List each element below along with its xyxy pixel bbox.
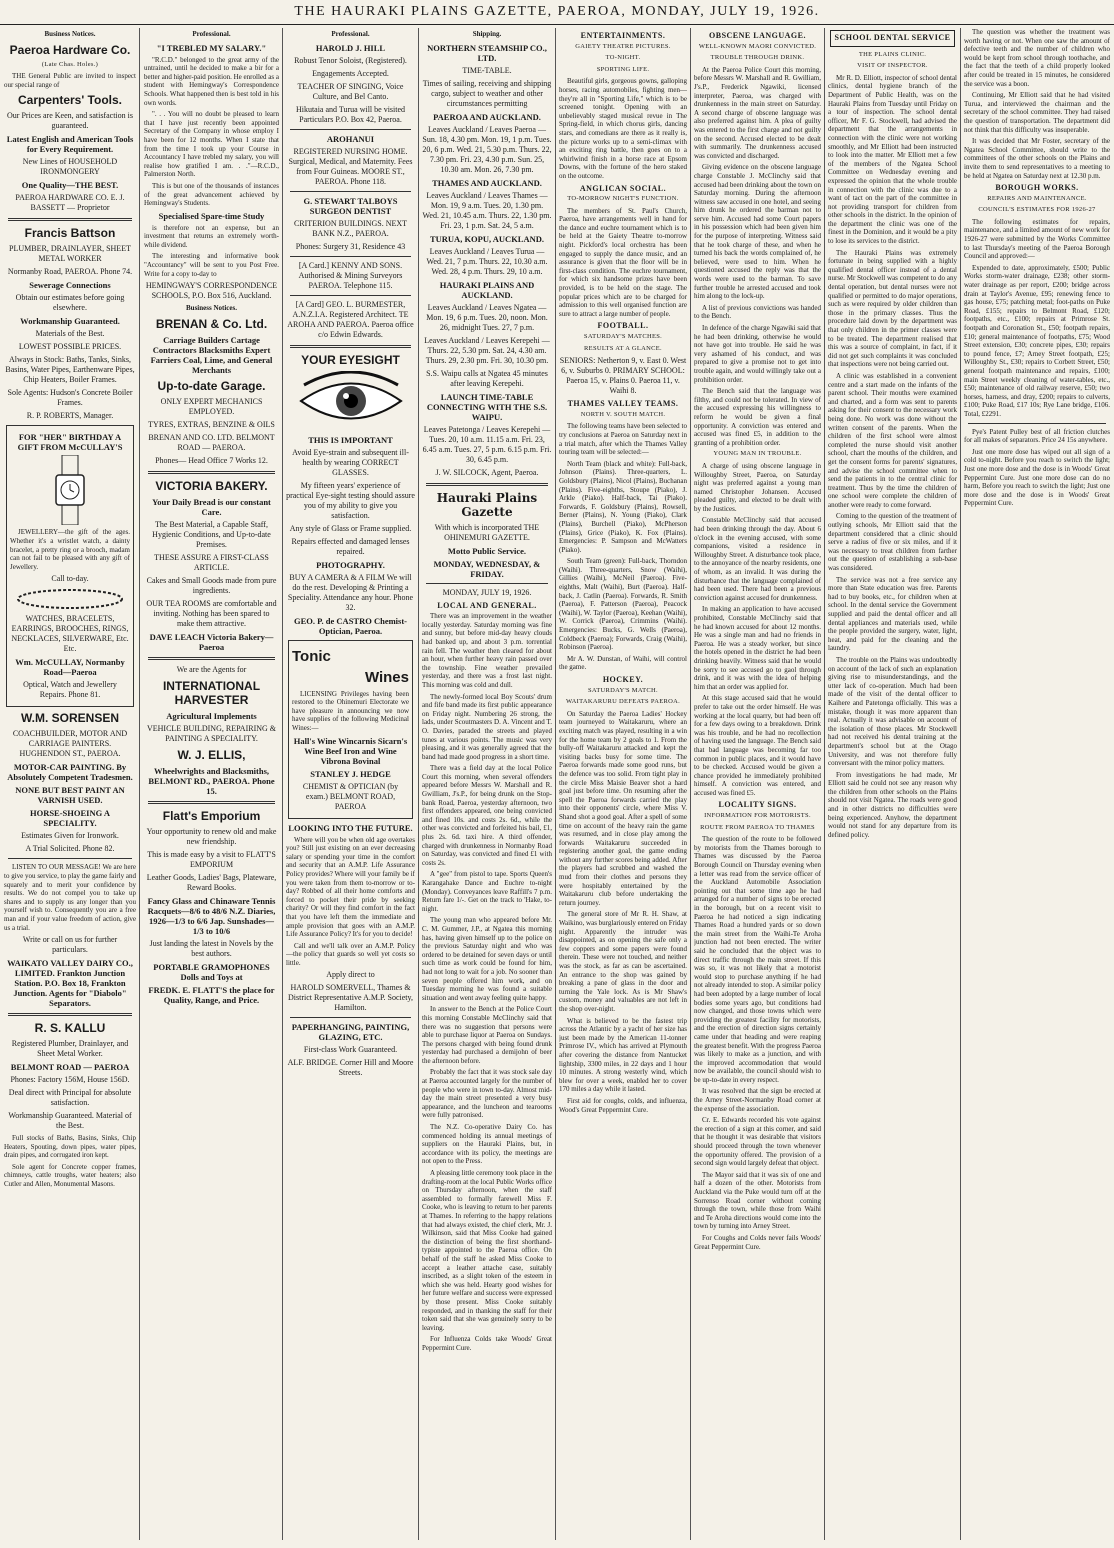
ad-text: PLUMBER, DRAINLAYER, SHEET METAL WORKER	[9, 244, 131, 264]
section-heading: LOCAL AND GENERAL.	[437, 600, 537, 610]
ad-text: Specialised Spare-time Study	[158, 210, 265, 221]
article-paragraph: The young man who appeared before Mr. C. M. Gummer, J.P., at Ngatea this morning has, having given himself up to the police on the previous Saturday night and who was ordered to be detained for seven days or until such time as work could be found for him, had not long to wait for a job. No sooner than seven people offered him work, and on Tuesday morning he was found a suitable situation and went away feeling quite happy.	[422, 916, 552, 1002]
article-paragraph: The N.Z. Co-operative Dairy Co. has commenced holding its annual meetings of suppliers on the Hauraki Plains, but, in accordance with its policy, the meetings are not open to the Press.	[422, 1123, 552, 1166]
ad-text: NONE BUT BEST PAINT AN VARNISH USED.	[15, 785, 125, 806]
article-paragraph: Giving evidence on the obscene language charge Constable J. McClinchy said that accused had been drinking about the town on Saturday morning. During the afternoon witness saw accused in one hotel, and seeing him drunk he ordered the barman not to serve him. Accused had some Court papers in his possession which had been given him for the purpose of interpreting. Witness said that he took charge of these, and when he turned his back the words complained of, he believed, were used to him. When he questioned accused the reply was that the words were used to the barman. To save further trouble he arrested accused and took him along to the lock-up.	[694, 163, 821, 301]
ad-text: Full stocks of Baths, Basins, Sinks, Chip Heaters, Spouting, down pipes, water pipes, drain pipes, and corrugated iron kept.	[4, 1134, 136, 1160]
ad-headline: Tonic	[292, 647, 331, 665]
timetable-heading: TURUA, KOPU, AUCKLAND.	[429, 233, 545, 244]
timetable-heading: LAUNCH TIME-TABLE CONNECTING WITH THE S.S. WAIPU.	[426, 391, 548, 422]
ad-text: PHOTOGRAPHY.	[316, 559, 385, 570]
column-rule	[418, 28, 419, 1540]
article-paragraph: A clinic was established in a convenient centre and a start made on the infants of the parent school. Their mouths were examined and charted, and a form was sent to parents asking for their consent to the necessary work being done. No work was done without the written consent of the parents. When the children of the first school were almost completed the nurse should visit another school, chart the mouths of the children, and get the consent forms for parents' signatures, and advise the school committee when to send the patients in to the central clinic for treatment. Thus by the time the children of one school were complete the children of another were ready to come forward.	[828, 371, 957, 509]
ad-headline: FOR "HER" BIRTHDAY A GIFT FROM McCULLAY'S	[17, 432, 123, 453]
ad-text: THESE ASSURE A FIRST-CLASS ARTICLE.	[154, 552, 269, 572]
article-paragraph: On Saturday the Paeroa Ladies' Hockey team journeyed to Waitakaruru, where an exciting match was played, resulting in a win for the home team by 2 goals to 1. From the bully-off Waitakaruru attacked and kept the visiting backs busy for some time. The Paeroa forwards made some good runs, but the defence was too solid. From tight play in the circle Miss Maisie Beaver shot a hard goal just before time. On resuming after the spell the Paeroa forwards carried the play into their opponents' circle, where Miss V. Shand shot a good goal. After a spell of some time on account of the heavy rain the game was resumed, and in close play among the forwards Waitakaruru succeeded in registering another goal, the game ending without any further scores being added. After the players had scrubbed and washed the mud from their clothes and persons they were hospitably entertained by the Waitakaruru club before undertaking the return journey.	[559, 709, 687, 907]
ad-text: Leather Goods, Ladies' Bags, Plateware, Reward Books.	[146, 872, 277, 892]
wristwatch-icon	[40, 455, 100, 525]
article-paragraph: For Influenza Colds take Woods' Great Peppermint Cure.	[422, 1335, 552, 1352]
article-paragraph: For Coughs and Colds never fails Woods' Great Peppermint Cure.	[694, 1233, 821, 1251]
ad-text: TEACHER OF SINGING, Voice Culture, and Bel Canto.	[297, 81, 404, 101]
ad-headline: PAPERHANGING, PAINTING, GLAZING, ETC.	[291, 1022, 410, 1043]
article-subheading: YOUNG MAN IN TROUBLE.	[713, 450, 802, 458]
ad-text: Cakes and Small Goods made from pure ingredients.	[146, 575, 277, 595]
ad-text: Estimates Given for Ironwork.	[21, 831, 119, 841]
ad-text: Your Daily Bread is our constant Care.	[152, 496, 271, 517]
ad-text: ". . . You will no doubt be pleased to learn that I have just recently been appointed Secretary of the Company in whose employ I have been for 12 months. When I state that from the time I took up your Course in Accountancy I have trebled my salary, you will realise how gratified I am. . ."—R.C.D., Palmerston North.	[144, 110, 279, 179]
section-heading: BOROUGH WORKS.	[995, 183, 1079, 193]
article-subheading: REPAIRS AND MAINTENANCE.	[987, 194, 1087, 202]
article-paragraph: At the Paeroa Police Court this morning, before Messrs W. Marshall and R. Gwilliam, J's.P., Frederick Ngawiki, licensed interpreter, Paeroa, was charged with drunkenness in the main street on Saturday. A second charge of obscene language was also preferred against him. A plea of guilty was entered to the first charge and not guilty on the second. Accused elected to be dealt with summarily. The drunkenness accused was convicted and discharged.	[694, 65, 821, 160]
timetable: Leaves Auckland / Leaves Thames — Mon. 19, 9 a.m. Tues. 20, 1.30 pm. Wed. 21, 10.45 a.m. Thurs. 22, 1.30 pm. Fri. 23, 1 p.m. Sat. 24, 5 a.m.	[422, 190, 552, 230]
issue-date: MONDAY, JULY 19, 1926.	[442, 587, 532, 597]
article-paragraph: The question of the route to be followed by motorists from the Thames borough to Thames was discussed by the Paeroa Borough Council on Thursday evening when a letter was read from the service officer of the Auckland Automobile Association pointing out that some time ago he had arranged for a number of signs to be erected in the borough, but on a recent visit to Paeroa he had noticed a sign indicating Thames Road a hundred yards or so down the main street from the Waihi-Te Aroha junction had not been erected. The writer said he concluded that the object was to direct traffic through the main street. If this was so, it was not likely that a motorist would stop to purchase anything if he had not already intended to stop. A similar policy had been adopted by a large number of local bodies some years ago, but conditions had now changed, and those towns which were providing the greatest facility for motorists, and the erection of direction signs certainly came under that heading and were reaping the greatest benefit. With the progress Paeroa was likely to make as a junction, and with the improved accommodation that would now be available, the council should wish to be up-to-date in every respect.	[694, 835, 821, 1084]
article-subheading: SATURDAY'S MATCH.	[588, 686, 658, 694]
ad-signature: HAROLD SOMERVELL, Thames & District Representative A.M.P. Society, Hamilton.	[287, 983, 414, 1013]
divider	[8, 858, 132, 859]
article-paragraph: From investigations he had made, Mr Elliott said he could not see any reason why the children from other schools on the Plains should not visit Ngatea. The roads were good and in other districts no difficulties were being experienced. Anyhow, the department would not stand for any departure from its defined policy.	[828, 770, 957, 839]
column-shipping	[422, 28, 552, 1540]
ad-headline: AROHANUI	[326, 133, 375, 144]
masthead: THE HAURAKI PLAINS GAZETTE, PAEROA, MONDAY, JULY 19, 1926.	[0, 0, 1114, 25]
timetable: Leaves Auckland / Leaves Turua — Wed. 21, 7 p.m. Thurs. 22, 10.30 a.m. Wed. 28, 4 p.m. Thurs. 29, 10 a.m.	[426, 246, 548, 276]
ad-text: Sewerage Connections	[29, 280, 111, 291]
ad-text: Avoid Eye-strain and subsequent ill-health by wearing CORRECT GLASSES.	[292, 447, 409, 477]
divider	[290, 129, 411, 130]
ad-text: Apply direct to	[326, 970, 375, 980]
article-subheading: INFORMATION FOR MOTORISTS.	[704, 812, 811, 820]
ad-text: Our Prices are Keen, and satisfaction is guaranteed.	[7, 111, 133, 131]
article-paragraph: It was resolved that the sign be erected at the Arney Street-Normanby Road corner at the expense of the association.	[694, 1087, 821, 1113]
eye-icon	[296, 371, 406, 431]
timetable: Leaves Patetonga / Leaves Kerepehi — Tues. 20, 10 a.m. 11.15 a.m. Fri. 23, 6.45 a.m. Tues. 27, 5 p.m. 6.15 p.m. Fri. 30, 6.45 p.m.	[422, 424, 552, 464]
article-paragraph: The Hauraki Plains was extremely fortunate in being supplied with a highly qualified dental officer instead of a dental nurse. Mr Stockwell was competent to do any dental operation, but dental nurses were not qualified or permitted to do major operations, such as were required by older children than those in the primary classes. Thus the procedure laid down by the department was that only children in the primer classes were to be treated. The department realised that this was a source of complaint, in fact, if it did not get such complaints it was concluded that inspections were not being carried out.	[828, 248, 957, 369]
ad-text: COACHBUILDER, MOTOR AND CARRIAGE PAINTERS. HUGHENDON ST., PAEROA.	[12, 729, 128, 759]
ad-text: THE General Public are invited to inspect our special range of	[4, 72, 136, 89]
article-paragraph: First aid for coughs, colds, and influenza, Wood's Great Peppermint Cure.	[559, 1096, 687, 1114]
divider	[8, 218, 132, 221]
ad-text: Wheelwrights and Blacksmiths, BELMONT RD., PAEROA. Phone 15.	[148, 765, 275, 796]
article-paragraph: Just one more dose has wiped out all sign of a cold to-night. Before you reach to switch the light; Just one more dose and the dose is in Woods' Great Peppermint Cure. Just one more dose can do no harm, Before you reach to switch the light; Just one more dose and the dose is in Woods' Great Peppermint Cure.	[964, 447, 1110, 508]
article-paragraph: There was an improvement in the weather locally yesterday. Saturday morning was fine and sunny, but before mid-day heavy clouds had banked up, and about 3 p.m. torrential rain fell. The weather then cleared for about an hour, when further heavy rain passed over the township. Fine weather prevailed yesterday, and there was a frost last night. This morning was cold and dull.	[422, 612, 552, 689]
article-subheading: TROUBLE THROUGH DRINK.	[710, 54, 805, 62]
column-rule	[690, 28, 691, 1540]
article-paragraph: Beautiful girls, gorgeous gowns, galloping horses, racing automobiles, fighting men—they're all in "Sporting Life," which is to be screened tonight. Opening with an unbelievably staged musical revue in The Spring-field, in which chorus girls, dancing stars, and comedians are there as it really is, the picture works up to a semi-climax with an exciting ring battle, then goes on to a whirlwind finish in a horse race at Epsom Downs, with the fortune of the hero staked on the outcome.	[559, 77, 687, 180]
ad-text: Registered Plumber, Drainlayer, and Sheet Metal Worker.	[11, 1039, 129, 1059]
ad-text: Hall's Wine Wincarnis Sicarn's Wine Beef Iron and Wine Vibrona Bovinal	[293, 735, 408, 766]
ad-text: Engagements Accepted.	[312, 68, 389, 78]
article-paragraph: Pye's Patent Pulley best of all friction clutches for all makes of separators. Price 24 15s anywhere.	[964, 427, 1110, 445]
ad-text: We are the Agents for	[176, 664, 247, 674]
ad-eyesight-title: YOUR EYESIGHT	[301, 352, 400, 367]
ad-headline: LOOKING INTO THE FUTURE.	[288, 822, 413, 833]
ad-text: Workmanship Guaranteed. Material of the Best.	[8, 1111, 132, 1131]
ad-text: [A Card.] KENNY AND SONS. Authorised & Mining Surveyors PAEROA. Telephone 115.	[298, 260, 403, 290]
ad-signature: DAVE LEACH Victoria Bakery—Paeroa	[149, 631, 274, 652]
ad-text: Hikutaia and Turua will be visited Particulars P.O. Box 42, Paeroa.	[295, 104, 406, 124]
section-heading: LOCALITY SIGNS.	[718, 800, 797, 810]
ad-ellis-title: W. J. ELLIS,	[177, 747, 246, 762]
bracelet-icon	[15, 587, 125, 611]
article-paragraph: The following teams have been selected to try conclusions at Paeroa on Saturday next in a trial match, after which the Thames Valley touring team will be selected:—	[559, 422, 687, 457]
ad-text: Optical, Watch and Jewellery Repairs. Phone 81.	[23, 680, 117, 700]
article-paragraph: A "gee" from pistol to tape. Sports Queen's Karangahake Dance and Euchre to-night (Monday). Conveyances leave Raffill's 7 p.m. Return fare 1/-. Get on the track to 'Hake, to-night.	[422, 870, 552, 913]
article-subheading: VISIT OF INSPECTOR.	[857, 62, 928, 70]
section-heading: ENTERTAINMENTS.	[580, 31, 666, 40]
ad-text: CHEMIST & OPTICIAN (by exam.) BELMONT ROAD, PAEROA	[302, 781, 399, 811]
article-paragraph: A charge of using obscene language in Willoughby Street, Paeroa, on Saturday night was preferred against a young man named Christopher Johansen. Accused pleaded guilty, and elected to be dealt with by the Justices.	[694, 461, 821, 513]
article-paragraph: The Mayor said that it was six of one and half a dozen of the other. Motorists from Auckland via the Puke would turn off at the Sorrenso Road corner without coming through the town, while those from Waihi and Te Aroha directions would come into the town by turning into Arney Street.	[694, 1170, 821, 1231]
section-heading: FOOTBALL.	[597, 321, 649, 331]
article-subheading: RESULTS AT A GLANCE.	[584, 344, 662, 352]
ad-text: Sole Agents: Hudson's Concrete Boiler Frames.	[7, 388, 133, 408]
article-paragraph: What is believed to be the fastest trip across the Atlantic by a yacht of her size has just been made by the American 11-tonner Primrose IV., which has arrived at Plymouth after covering the distance from Nantucket lightship, 3300 miles, in 22 days and 1 hour 10 minutes. A strong westerly wind, which blew for over a week, enabled her to cover 170 miles a day while it lasted.	[559, 1016, 687, 1094]
ad-headline: Up-to-date Garage.	[157, 378, 266, 393]
divider	[148, 657, 275, 660]
ad-text: Repairs effected and damaged lenses repaired.	[291, 536, 410, 556]
column-school-dental-cont	[964, 28, 1110, 1540]
gazette-days: MONDAY, WEDNESDAY, & FRIDAY.	[433, 558, 541, 579]
ad-text: Robust Tenor Soloist, (Registered).	[294, 55, 407, 65]
article-paragraph: The members of St. Paul's Church, Paeroa, have arrangements well in hand for the dance and euchre tournament which is to be held at the Gaiety Theatre to-morrow night. Pickford's local orchestra has been engaged to supply the dance music, and an assurance is given that the floor will be in first-class condition. The euchre tournament, for which six handsome prizes have been provided, is to be held on the stage. The popular prices which are to be charged for admission to this well organised function are sure to attract a large number of people.	[559, 206, 687, 318]
article-subheading: WELL-KNOWN MAORI CONVICTED.	[698, 42, 817, 50]
article-paragraph: The general store of Mr R. H. Shaw, at Waikino, was burglariously entered on Friday night. Apparently the intruder was disappointed, as on opening the safe only a few coppers and some papers were found therein. These were not touched, and neither was the stock, as far as can be ascertained. An entrance to the shop was gained by breaking a pane of glass in the door and turning the Yale lock. As is Mr Shaw's custom, money and valuables are not left in the shop over-night.	[559, 910, 687, 1013]
ad-text: Where will you be when old age overtakes you? Still just existing on an ever decreasing salary or spending your time in the comfort and security that an A.M.P. Life Assurance Policy provides? Where will your family be if you were taken from them to-morrow or to-day? Robbed of all their home comforts and forced to pocket their pride by seeking charity? Or will they find comfort in the fact that you have left them the immediate and ample provision that goes with an A.M.P. Life Assurance Policy? It's for you to decide!	[286, 835, 415, 939]
timetable: Leaves Auckland / Leaves Paeroa — Sun. 18, 4.30 pm. Mon. 19, 1 p.m. Tues. 20, 6 p.m. Wed. 21, 5.30 p.m. Thurs. 22, 7.30 pm. Fri. 23, 4.30 p.m. Sun. 25, 10.30 am. Mon. 26, 7.30 pm.	[422, 124, 552, 174]
ad-headline: G. STEWART TALBOYS SURGEON DENTIST	[303, 195, 398, 216]
ad-text: "R.C.D." belonged to the great army of the untrained, until he decided to make a bir for a better and higher-paid position. He enrolled as a student with Hemingway's Correspondence Schools. What happened then is best told in his own words.	[144, 55, 279, 107]
ad-text: Just landing the latest in Novels by the best authors.	[149, 938, 274, 958]
article-paragraph: It was decided that Mr Foster, secretary of the Ngatea School Committee, should write to the committees of the other schools on the Plains and invite them to send representatives to a meeting to be held at Ngatea on Saturday next at 12.30 p.m.	[964, 137, 1110, 180]
gazette-nameplate: Hauraki Plains Gazette	[436, 490, 538, 519]
ad-text: Your opportunity to renew old and make new friendship.	[146, 826, 277, 846]
article-paragraph: At this stage accused said that he would prefer to take out the order himself. He was working at the local quarry, but had been off for a few days owing to a breakdown. Drink was his trouble, and he had no recollection of having used the language. The Bench said that bad language was becoming far too common in public places, and it would have to be checked. Accused would be given a chance provided he immediately prohibited himself. A conviction was entered, and accused was fined £5.	[694, 694, 821, 797]
ad-text: LICENSING Privileges having been restored to the Ohinemuri Electorate we have pleasure in announcing we now have supplies of the following Medicinal Wines:—	[292, 689, 409, 732]
ad-text: Sole agent for Concrete copper frames, chimneys, cattle troughs, water heaters; also Cutler and Allen, Monumental Masons.	[4, 1162, 136, 1189]
ad-text: A Trial Solicited. Phone 82.	[25, 844, 115, 854]
ad-signature: GEO. P. de CASTRO Chemist-Optician, Paeroa.	[293, 615, 408, 636]
article-paragraph: There was a field day at the local Police Court this morning, when several offenders appeared before Messrs W. Marshall and R. Gwilliam, J's.P., for being drunk on the Stop-bank Road, Paeroa, yesterday afternoon, two first offenders appeared, one being convicted and fined 10s. and costs 2s. 6d., while the other was convicted and forfeited his bail, £1, plus 2s. 6d. taxi hire. A third offender, charged with drunkenness in Normanby Road on Saturday, was convicted and fined £1 with costs 2s.	[422, 764, 552, 867]
ad-sorensen-title: W.M. SORENSEN	[20, 711, 119, 726]
column-rule	[960, 28, 961, 1540]
section-heading: Professional.	[192, 30, 231, 38]
ad-text: HORSE-SHOEING A SPECIALITY.	[29, 808, 111, 829]
gazette-motto: Motto Public Service.	[447, 545, 527, 556]
article-subheading: WAITAKARURU DEFEATS PAEROA.	[565, 698, 681, 706]
ad-text: JEWELLERY—the gift of the ages. Whether it's a wristlet watch, a dainty bracelet, a pretty ring or a brooch, madam can not fail to be pleased with any gift of Jewellery.	[10, 528, 130, 571]
divider	[290, 191, 411, 192]
timetable: Leaves Auckland / Leaves Kerepehi — Thurs. 22, 5.30 pm. Sat. 24, 4.30 am. Thurs. 29, 2.30 pm. Fri. 30, 10.30 pm.	[424, 335, 550, 365]
ad-text: Always in Stock: Baths, Tanks, Sinks, Basins, Water Pipes, Earthenware Pipes, Chip Heaters, Boiler Frames.	[5, 355, 135, 385]
divider	[148, 801, 275, 804]
article-subheading: THE PLAINS CLINIC.	[858, 50, 927, 58]
ad-text: TYRES, EXTRAS, BENZINE & OILS	[148, 419, 275, 429]
section-heading: THAMES VALLEY TEAMS.	[567, 399, 679, 409]
article-subheading: TO-MORROW NIGHT'S FUNCTION.	[567, 195, 679, 203]
section-heading: ANGLICAN SOCIAL.	[579, 183, 667, 193]
ad-text: Materials of the Best.	[35, 329, 105, 339]
timetable-heading: PAEROA AND AUCKLAND.	[433, 111, 541, 122]
ad-headline: HAROLD J. HILL	[315, 42, 386, 53]
ad-text: [A Card] GEO. L. BURMESTER, A.N.Z.I.A. Registered Architect. TE AROHA AND PAEROA. Paeroa office c/o Edwin Edwards.	[287, 299, 414, 339]
ad-text: The interesting and informative book "Accountancy" will be sent to you Post Free. Write for a copy to-day to	[144, 252, 279, 278]
ad-headline: Wines	[364, 668, 409, 686]
divider	[290, 295, 411, 296]
ad-text: Deal direct with Principal for absolute satisfaction.	[8, 1088, 132, 1108]
ad-tonic-wines-box	[288, 640, 413, 819]
column-school-dental	[828, 28, 957, 1540]
ad-text: TIME-TABLE.	[462, 65, 512, 75]
ad-headline: "I TREBLED MY SALARY."	[156, 42, 267, 53]
ad-text: Fancy Glass and Chinaware Tennis Racquets—8/6 to 48/6 N.Z. Diaries, 1926—1/3 to 6/6 Jap. Sunshades—1/3 to 10/6	[147, 895, 276, 936]
section-heading: HOCKEY.	[602, 675, 644, 684]
ad-text: WAIKATO VALLEY DAIRY CO., LIMITED. Frankton Junction Station. P.O. Box 18, Frankton Junction. Agents for "Diabolo" Separators.	[7, 958, 133, 1009]
ad-text: MOTOR-CAR PAINTING. By Absolutely Competent Tradesmen.	[7, 762, 133, 783]
ad-text: Any style of Glass or Frame supplied.	[289, 523, 412, 533]
timetable-heading: THAMES AND AUCKLAND.	[432, 177, 542, 188]
article-paragraph: North Team (black and white): Full-back, Johnson (Plains). Three-quarters, L. Goldsbury (Plains), Nicol (Plains), Buchanan (Plains). Five-eighths, Stoupe (Piako), J. Arkle (Piako). Half-back, Tai (Piako). Forwards, F. Goldsbury (Plains), Rowsell, Berner (Plains), N. Young (Piako), Clark (Plains), Burchell (Piako), McPherson (Plains), Grice (Piako), K. Fox (Plains). Emergencies: P. Sampson and McWatters (Piako).	[559, 459, 687, 554]
ad-signature: Wm. McCULLAY, Normanby Road—Paeroa	[15, 657, 125, 678]
article-paragraph: In defence of the charge Ngawiki said that he had been drinking, otherwise he would not have got into trouble. He said he was very ashamed of his conduct, and was prepared to give a promise not to get into trouble again, and would willingly take out a prohibition order.	[694, 324, 821, 384]
ad-battson-title: Francis Battson	[24, 226, 116, 241]
ad-address: BELMONT ROAD — PAEROA	[10, 1062, 130, 1073]
article-subheading: COUNCIL'S ESTIMATES FOR 1926-27	[978, 206, 1096, 214]
column-professional-2	[286, 28, 415, 1540]
ad-signature: FREDK. E. FLATT'S the place for Quality, Range, and Price.	[148, 984, 275, 1005]
ad-text: CRITERION BUILDINGS. NEXT BANK N.Z., PAEROA.	[293, 218, 408, 238]
article-subheading: GAIETY THEATRE PICTURES.	[575, 42, 671, 50]
ad-text: THIS IS IMPORTANT	[308, 434, 393, 445]
article-paragraph: In answer to the Bench at the Police Court this morning Constable McClinchy said that there was no suggestion that persons were able to purchase liquor at Paeroa on Sundays. The persons charged with being found drunk yesterday had purchased a demijohn of beer the afternoon before.	[422, 1005, 552, 1065]
ad-flatt-title: Flatt's Emporium	[162, 808, 261, 823]
ad-carpenters: Carpenters' Tools.	[18, 93, 122, 108]
divider	[426, 583, 548, 584]
ad-text: Latest English and American Tools for Every Requirement.	[6, 134, 134, 155]
ad-text: Times of sailing, receiving and shipping cargo, subject to weather and other circumstances permitting	[422, 78, 552, 108]
timetable: Leaves Auckland / Leaves Ngatea — Mon. 19, 6 p.m. Tues. 20, noon. Mon. 26, midnight Tues. 27, 7 p.m.	[426, 302, 548, 332]
timetable-heading: HAURAKI PLAINS AND AUCKLAND.	[439, 279, 535, 300]
ad-kallu-title: R. S. KALLU	[34, 1021, 106, 1036]
divider	[148, 471, 275, 474]
ad-text: Call and we'll talk over an A.M.P. Policy—the policy that guards so well yet costs so little.	[286, 941, 415, 967]
ad-text: LISTEN TO OUR MESSAGE! We are here to give you service, to play the game fairly and squarely and to merit your confidence by results. We do not compel you to take up shares and to supply us any longer than you yourself wish to. Consequently you are a free man and if your value freedom of action, give us a trial.	[4, 863, 136, 932]
match-results: SENIORS: Netherton 9, v. East 0. West 6, v. Suburbs 0. PRIMARY SCHOOL: Paeroa 15, v. Plains 0. Paeroa 11, v. Waihi 8.	[559, 356, 687, 396]
article-paragraph: Constable McClinchy said that accused had been drinking through the day. About 6 o'clock in the evening accused, with some companions, visited a residence in Willoughby Street. A disturbance took place, to the annoyance of the nearby residents, one of whom, as an invalid. It was during the disturbance that the language complained of had been used. There had been a previous conviction against accused for drunkenness.	[694, 516, 821, 602]
article-subheading: NORTH V. SOUTH MATCH.	[580, 410, 666, 418]
article-paragraph: Mr A. W. Dunstan, of Waihi, will control the game.	[559, 654, 687, 672]
ad-signature: HEMINGWAY'S CORRESPONDENCE SCHOOLS, P.O. Box 516, Auckland.	[145, 281, 278, 301]
article-paragraph: The question was whether the treatment was worth having or not. When one saw the amount of defective teeth and the number of children who would be kept from school through toothache, and the fact that the teeth of a child properly looked after could be treated in 15 minutes, he considered the service was a boon.	[964, 28, 1110, 88]
column-business-notices	[4, 28, 136, 1540]
column-rule	[282, 28, 283, 1540]
ad-text: My fifteen years' experience of practical Eye-sight testing should assure you of my ability to give you satisfaction.	[286, 480, 415, 520]
article-paragraph: Expended to date, approximately, £500; Public Works storm-water drainage, £238; other storm-water drainage as per report, £200; bridge across drain at Taylor's Avenue, £95; renewing fence to gas house, £75; patching metal; foot-paths on Puke Road, £155; repairs to Belmont Road, £120; footpaths, etc., £100; repairs at Primrose St. footpath and Coronation St., £50; footpath repairs, £10; general maintenance of footpaths, £75; Wood Street extension, £30; concrete pipes, £30; repairs to pound fence, £7; Arney Street footpath, £25; Willoughby St., £30; repairs to Corbett Street, £50; general footpath maintenance and repairs, £100; main Street weekly cleaning of water-tables, etc., £50; maintenance of old railway reserve, £50; two horses, harness, and dray, £200; repairs to culverts, £100; Puke Road, £17 10s; Rye Lane bridge, £106. Total, £2291.	[964, 263, 1110, 418]
ad-text: Agricultural Implements	[166, 710, 257, 721]
ad-harvester-title: INTERNATIONAL HARVESTER	[162, 678, 261, 707]
divider	[426, 483, 548, 486]
ad-text: REGISTERED NURSING HOME. Surgical, Medical, and Maternity. Fees from Four Guineas. MOORE ST., PAEROA. Phone 118.	[288, 146, 413, 186]
ad-text: Write or call on us for further particulars.	[22, 935, 118, 955]
article-subheading: SATURDAY'S MATCHES.	[583, 333, 663, 340]
ad-text: This is made easy by a visit to FLATT'S EMPORIUM	[147, 849, 276, 869]
section-heading: SCHOOL DENTAL SERVICE	[834, 33, 951, 42]
article-paragraph: A list of previous convictions was handed to the Bench.	[694, 303, 821, 321]
article-paragraph: The trouble on the Plains was undoubtedly on account of the lack of such an explanation giving rise to misunderstandings, and the utter lack of co-operation. Much had been made of the visit of the dental officer to Kaihere and Patetonga officially. This was a mistake, though it was more apparent than real. Actually it was advisable on account of the isolation of those places. Mr Stockwell had not received his dental training at the department's school but at the Otago University, and was not therefore fully conversant with the minor policy matters.	[828, 655, 957, 768]
article-paragraph: South Team (green): Full-back, Thorndon (Waihi). Three-quarters, Snow (Waihi), Gillies (Waihi), McNeil (Paeroa). Five-eighths, Malt (Waihi), Burt (Paeroa). Half-back, J. Catlin (Paeroa). Forwards, R. Smith (Paeroa), F. Patterson (Paeroa), Peacock (Waihi), W. Taylor (Paeroa), Keehan (Waihi), W. Corrick (Paeroa), Crimmins (Waihi). Emergencies: Bucks, G. Wells (Paeroa), Coldbeck (Paeroa); Forwards, Craig (Waihi), Robinson (Paeroa).	[559, 557, 687, 652]
section-heading: OBSCENE LANGUAGE.	[709, 31, 806, 40]
ad-text: New Lines of HOUSEHOLD IRONMONGERY	[22, 157, 118, 177]
ad-text: OUR TEA ROOMS are comfortable and inviting. Nothing has been spared to make them attractive.	[146, 598, 277, 628]
divider	[290, 256, 411, 257]
ad-text: WATCHES, BRACELETS, EARRINGS, BROOCHES, RINGS, NECKLACES, SILVERWARE, Etc. Etc.	[11, 614, 129, 654]
column-rule	[824, 28, 825, 1540]
column-obscene-language	[694, 28, 821, 1540]
article-paragraph: The service was not a free service any more than State education was free. Parents had to buy books, etc., for children when at school. In the dental service the Government supplied and paid the dental officer and all dental appliances and materials used, while the people provided the surgery, water, light, heat, and paid for the cleaning and the laundry.	[828, 575, 957, 653]
column-entertainments	[559, 28, 687, 1540]
ad-signature: STANLEY J. HEDGE	[310, 768, 391, 779]
divider	[968, 423, 1106, 424]
article-paragraph: Probably the fact that it was stock sale day at Paeroa accounted largely for the number of people who were in town to-day. Almost mid-day the main street presented a very busy appearance, and the luncheon and tearooms were fully patronised.	[422, 1068, 552, 1120]
divider	[290, 345, 411, 348]
ad-text: PORTABLE GRAMOPHONES Dolls and Toys at	[153, 961, 270, 982]
ad-address: BRENAN AND CO. LTD. BELMONT ROAD — PAEROA.	[148, 432, 275, 452]
article-paragraph: Cr. E. Edwards recorded his vote against the erection of a sign at this corner, and said that he thought it was desirable that visitors should proceed through the town whenever the opportunity offered. The provision of a second sign would largely defeat that object.	[694, 1116, 821, 1168]
ad-signature: ALF. BRIDGE. Corner Hill and Moore Streets.	[287, 1058, 414, 1078]
ad-text: Obtain our estimates before going elsewhere.	[15, 293, 125, 313]
ad-address: Normanby Road, PAEROA. Phone 74.	[7, 267, 133, 277]
section-heading: Business Notices.	[186, 304, 237, 313]
ad-text: BUY A CAMERA & A FILM We will do the rest. Developing & Printing a Speciality. Attendance any hour. Phone 32.	[287, 572, 414, 612]
article-paragraph: In making an application to have accused prohibited, Constable McClinchy said that he had known accused for about 12 months. He was a single man and had no friends in Paeroa. He was a steady worker, but since the hotels opened in the district he had been drinking heavily. Witness said that he would be sorry to see accused go to gaol through drink, and it was with the idea of helping him that an order was applied for.	[694, 605, 821, 691]
column-rule	[139, 28, 140, 1540]
ad-signature: J. W. SILCOCK, Agent, Paeroa.	[435, 467, 539, 477]
article-subheading: SPORTING LIFE.	[596, 65, 650, 73]
ad-text: Phones— Head Office 7 Works 12.	[155, 455, 268, 465]
column-professional	[144, 28, 279, 1540]
ad-text: Phones: Surgery 31, Residence 43	[295, 241, 406, 251]
ad-text: Carriage Builders Cartage Contractors Blacksmiths Expert Farriers Coal, Lime, and General Merchants	[150, 334, 273, 375]
article-subheading: ROUTE FROM PAEROA TO THAMES	[700, 823, 815, 831]
ad-text: Workmanship Guaranteed.	[20, 316, 120, 327]
article-paragraph: The Bench said that the language was filthy, and could not be tolerated. In view of the accused expressing his willingness to reform he would be given a final opportunity. A conviction was entered and accused was fined £5, in addition to the granting of a prohibition order.	[694, 387, 821, 447]
divider	[8, 1013, 132, 1016]
article-paragraph: Mr R. D. Elliott, inspector of school dental clinics, dental hygiene branch of the Department of Public Health, was on the Hauraki Plains from Tuesday until Friday on a tour of inspection. The school dental officer, Mr F. G. Stockwell, had advised the department that the arrangements in connection with the clinic were not working smoothly, and Mr Elliott had been instructed to look into the matter. Mr Elliott met a few of the members of the Ngatea School Committee on Wednesday evening and expressed the opinion that the whole trouble in connection with the clinic was due to a want of tact on the part of the committee in not providing transport for children from other schools in the district. In the opinion of the department the clinic was one of the finest in the Dominion, and it would be a pity to lose its services to the district.	[828, 73, 957, 246]
ad-subtitle: (Late Chas. Holes.)	[41, 60, 99, 68]
ad-text: ONLY EXPERT MECHANICS EMPLOYED.	[160, 396, 263, 416]
ad-brenan-title: BRENAN & Co. Ltd.	[155, 316, 268, 331]
ad-text: The Best Material, a Capable Staff, Hygienic Conditions, and Up-to-date Premises.	[152, 519, 271, 549]
ad-text: is therefore not an expense, but an investment that returns an extremely worth-while dividend.	[144, 223, 279, 249]
article-paragraph: A pleasing little ceremony took place in the drafting-room at the local Public Works office on Thursday afternoon, when the staff assembled to formally farewell Miss F. Cooke, who is leaving to return to her parents at Thames. In referring to the happy relations that had always existed, the chief clerk, Mr. J. Wilkinson, said that Miss Cooke had gained the distinction of being the first shorthand-typiste appointed to the Paeroa office. On behalf of the staff he asked Miss Cooke to accept a leather attache case, suitably inscribed, as a slight token of the esteem in which she was held. Hearty good wishes for her future welfare and success were expressed by those present. Miss Cooke suitably responded, and in thanking the staff for their token said that she was genuinely sorry to be leaving.	[422, 1169, 552, 1332]
ad-signature: PAEROA HARDWARE CO. E. J. BASSETT — Proprietor	[15, 193, 125, 213]
article-paragraph: The following estimates for repairs, maintenance, and a limited amount of new work for 1926-27 were submitted by the Works Committee to last Thursday's meeting of the Paeroa Borough Council and approved:—	[964, 217, 1110, 261]
ad-text: LOWEST POSSIBLE PRICES.	[18, 342, 122, 352]
ad-signature: R. P. ROBERTS, Manager.	[26, 411, 114, 421]
ad-text: VEHICLE BUILDING, REPAIRING & PAINTING A SPECIALITY.	[146, 723, 277, 743]
divider	[290, 1017, 411, 1018]
section-heading: Shipping.	[472, 30, 502, 38]
section-heading: Professional.	[331, 30, 370, 38]
article-subheading: TO-NIGHT.	[605, 54, 641, 62]
ad-text: S.S. Waipu calls at Ngatea 45 minutes after leaving Kerepehi.	[426, 368, 548, 388]
column-rule	[555, 28, 556, 1540]
heading-box	[830, 30, 955, 47]
article-paragraph: Coming to the question of the treatment of outlying schools, Mr Elliott said that the department considered that a clinic should serve a radius of five or six miles, and if it was necessary to treat children from farther out the question of establishing a sub-base was considered.	[828, 512, 957, 573]
ad-text: First-class Work Guaranteed.	[303, 1045, 398, 1055]
article-paragraph: The newly-formed local Boy Scouts' drum and fife band made its first public appearance on Friday night. Numbering 26 strong, the lads, under Scoutmasters D. A. Vincent and T. O. Davies, paraded the streets and played tunes at various points. The music was very pleasing, and it was generally agreed that the band had made good progress in a short time.	[422, 692, 552, 761]
ad-victoria-title: VICTORIA BAKERY.	[155, 478, 268, 493]
ad-text: Call to-day.	[51, 574, 89, 584]
article-paragraph: Continuing, Mr Elliott said that he had visited Turua, and interviewed the chairman and the secretary of the school committee. They had raised the question of transportation. The department did not think that this difficulty was insuperable.	[964, 91, 1110, 134]
ad-text: Phones: Factory 156M, House 156D.	[10, 1075, 130, 1085]
section-heading: Business Notices.	[44, 30, 96, 38]
ad-hardware-title: Paeroa Hardware Co.	[9, 42, 131, 57]
ad-mccullay-box	[6, 425, 134, 707]
ad-text: One Quality—THE BEST.	[21, 180, 119, 191]
gazette-subtitle: With which is incorporated THE OHINEMURI GAZETTE.	[434, 522, 540, 542]
ad-text: This is but one of the thousands of instances of the great advancement achieved by Hemingway's Students.	[144, 181, 279, 208]
ad-headline: NORTHERN STEAMSHIP CO., LTD.	[427, 42, 547, 63]
